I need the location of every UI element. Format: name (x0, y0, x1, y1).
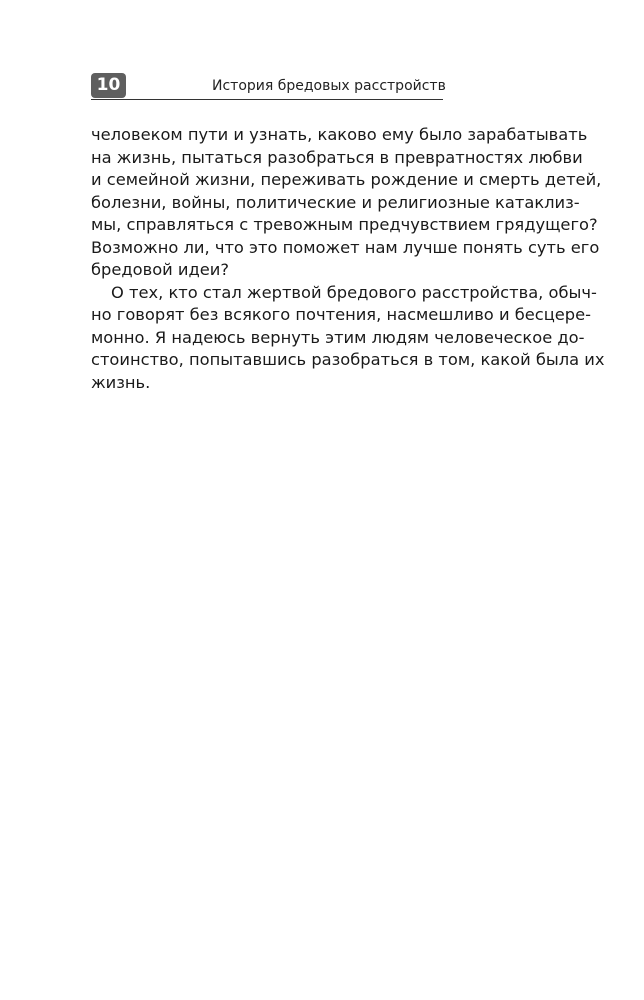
running-title: История бредовых расстройств (212, 78, 446, 94)
text-line: монно. Я надеюсь вернуть этим людям человеческое до- (91, 327, 585, 347)
text-line: на жизнь, пытаться разобраться в превратностях любви (91, 147, 583, 167)
page-number: 10 (91, 73, 126, 98)
text-line: но говорят без всякого почтения, насмешливо и бесцере- (91, 305, 592, 324)
paragraph (91, 282, 605, 395)
text-line: мы, справляться с тревожным предчувствием грядущего? (91, 215, 598, 234)
text-line: болезни, войны, политические и религиозные катаклиз- (91, 192, 580, 212)
text-line: Возможно ли, что это поможет нам лучше понять суть его (91, 237, 600, 257)
body-text (91, 124, 605, 394)
text-line: и семейной жизни, переживать рождение и смерть детей, (91, 170, 602, 189)
text-line: человеком пути и узнать, каково ему было зарабатывать (91, 125, 588, 144)
running-head (91, 73, 446, 100)
text-line: стоинство, попытавшись разобраться в том, какой была их (91, 350, 605, 369)
text-line: жизнь. (91, 372, 151, 392)
paragraph (91, 124, 602, 282)
text-line: бредовой идеи? (91, 260, 230, 279)
text-line: О тех, кто стал жертвой бредового расстройства, обыч- (111, 282, 597, 302)
